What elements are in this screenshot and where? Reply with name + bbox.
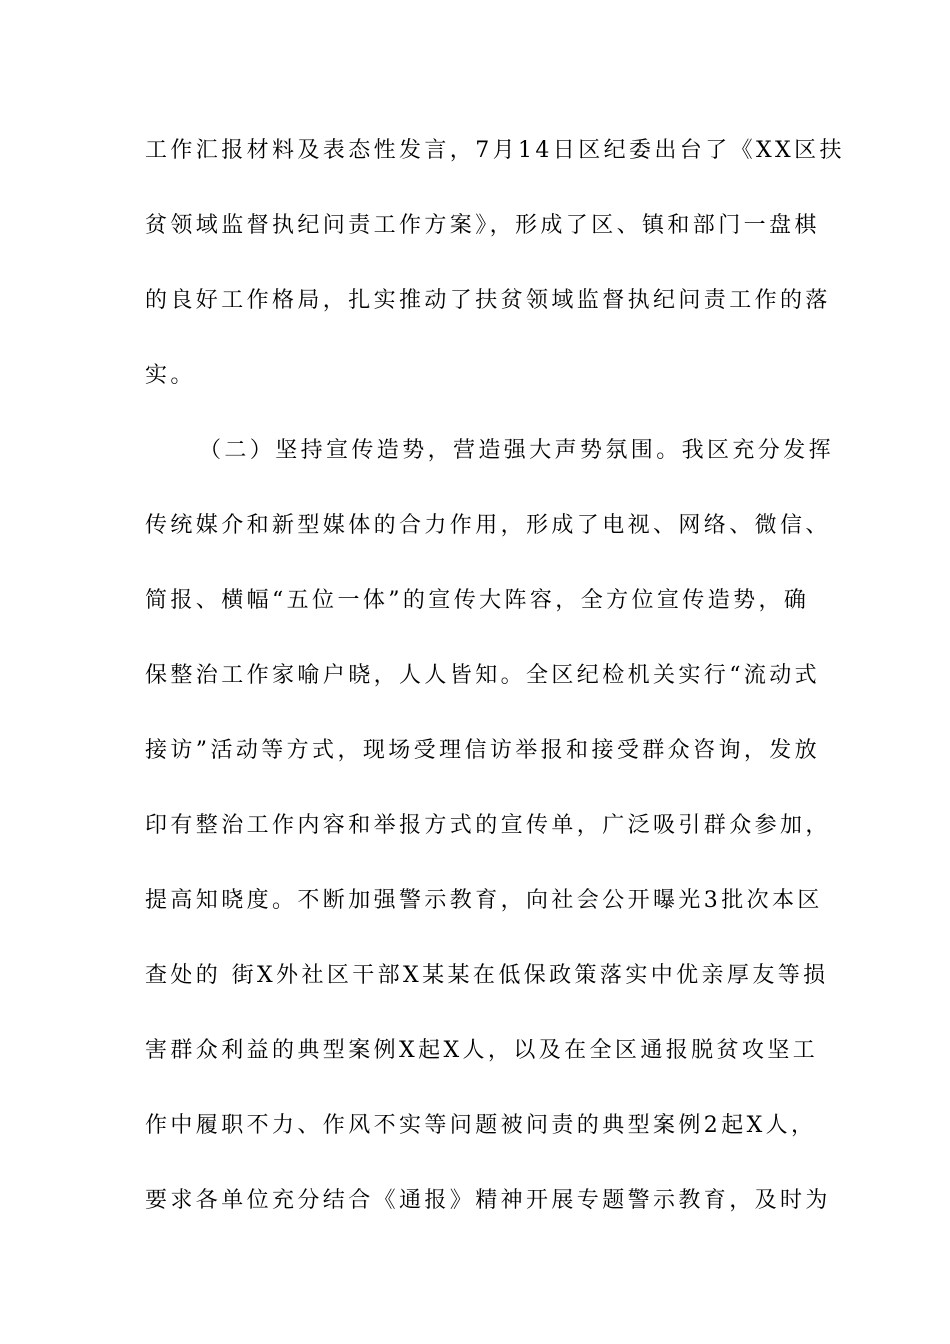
text-line-11: 提高知晓度。不断加强警示教育，向社会公开曝光3批次本区: [145, 888, 823, 913]
text-line-1: 工作汇报材料及表态性发言，7月14日区纪委出台了《XX区扶: [145, 138, 845, 163]
text-line-2: 贫领域监督执纪问责工作方案》，形成了区、镇和部门一盘棋: [145, 213, 820, 238]
text-line-9: 接访”活动等方式，现场受理信访举报和接受群众咨询，发放: [145, 738, 821, 763]
text-line-8: 保整治工作家喻户晓，人人皆知。全区纪检机关实行“流动式: [145, 663, 821, 688]
text-line-6: 传统媒介和新型媒体的合力作用，形成了电视、网络、微信、: [145, 513, 831, 538]
text-line-10: 印有整治工作内容和举报方式的宣传单，广泛吸引群众参加，: [145, 813, 831, 838]
text-line-3: 的良好工作格局，扎实推动了扶贫领域监督执纪问责工作的落: [145, 288, 831, 313]
text-line-15: 要求各单位充分结合《通报》精神开展专题警示教育，及时为: [145, 1188, 831, 1213]
section-heading-line: （二）坚持宣传造势，营造强大声势氛围。我区充分发挥: [199, 438, 835, 463]
text-line-14: 作中履职不力、作风不实等问题被问责的典型案例2起X人，: [145, 1113, 817, 1138]
text-line-7: 简报、横幅“五位一体”的宣传大阵容，全方位宣传造势，确: [145, 588, 810, 613]
text-line-4: 实。: [145, 363, 196, 388]
text-line-13: 害群众利益的典型案例X起X人，以及在全区通报脱贫攻坚工: [145, 1038, 819, 1063]
text-line-12: 查处的 街X外社区干部X某某在低保政策落实中优亲厚友等损: [145, 963, 829, 988]
